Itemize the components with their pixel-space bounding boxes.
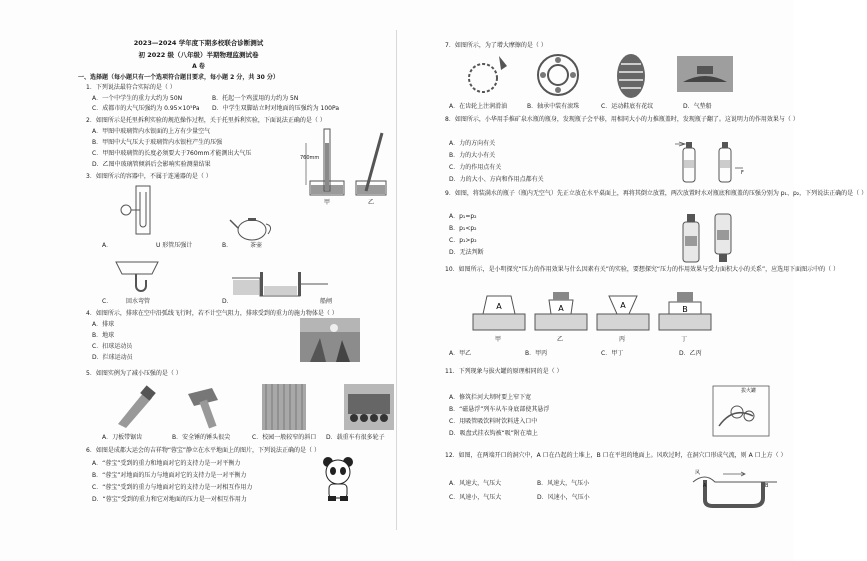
option: C．p₁>p₂ xyxy=(449,237,477,244)
option: B．“磁悬浮”列车从车身底部使其悬浮 xyxy=(449,406,550,413)
question-stem: 8．如图所示，小华用手推矿泉水瓶的瓶身，发现瓶子会平移，用相同大小的力推瓶盖时，发现瓶子翻了。这说明力的作用效果与（ ） xyxy=(445,116,799,123)
svg-text:A: A xyxy=(496,302,502,311)
option: B．甲图中大气压大于玻璃管内水银柱产生的压强 xyxy=(92,139,223,146)
heavy-truck-photo xyxy=(344,384,394,430)
cupping-tag: 拔火罐 xyxy=(741,388,757,394)
panel-label: 甲 xyxy=(495,336,502,343)
figure-caption: 茶壶 xyxy=(250,242,263,249)
hole-a-label: A xyxy=(703,483,707,489)
option: A．一个中学生的重力大约为 50N xyxy=(92,95,183,102)
figure-caption: U 形管压强计 xyxy=(156,242,193,249)
panel-label: 丙 xyxy=(619,336,626,343)
wind-label: 风 xyxy=(695,470,701,476)
option: A．力的方向有关 xyxy=(449,140,496,147)
safety-hammer-photo xyxy=(182,384,232,430)
option-d: D． xyxy=(222,298,233,305)
option: D．乙丙 xyxy=(679,350,702,357)
option: A．刀板带锯齿 xyxy=(102,434,143,441)
option: C．成都市的大气压强约为 0.95×10⁵Pa xyxy=(92,105,200,112)
option: A．p₁=p₂ xyxy=(449,213,477,220)
question-stem: 7．如图所示，为了增大摩擦的是（ ） xyxy=(445,42,547,49)
u-tube-gauge-figure xyxy=(118,184,158,238)
option: B．托起一个鸡蛋用的力约为 5N xyxy=(212,95,299,102)
option: C．扣球运动员 xyxy=(92,343,133,350)
option: D．气垫船 xyxy=(683,103,712,110)
option: B．风速大，气压小 xyxy=(537,480,590,487)
option: D．“蓉宝”受到的重力和它对地面的压力是一对相互作用力 xyxy=(92,496,247,503)
option: D．吸盘式挂衣钩被“吸”附在墙上 xyxy=(449,430,538,437)
option: A．排球 xyxy=(92,321,115,328)
section-heading: 一、选择题（每小题只有一个选项符合题目要求，每小题 2 分，共 30 分） xyxy=(78,74,279,81)
figure-caption: 回水弯管 xyxy=(126,298,151,305)
svg-text:B: B xyxy=(682,305,688,314)
hole-b-label: B xyxy=(765,483,769,489)
figure-caption: 船闸 xyxy=(320,298,333,305)
exam-subtitle: 初 2022 级（八年级）半期物理监测试卷 xyxy=(138,51,259,59)
option: B．地球 xyxy=(92,332,115,339)
option: C．校园一般较窄的斜口 xyxy=(252,434,317,441)
option: D．风速小，气压小 xyxy=(537,494,590,501)
option: B．甲丙 xyxy=(525,350,548,357)
question-stem: 1．下列说法最符合实际的是（ ） xyxy=(86,84,176,91)
ship-lock-figure xyxy=(230,268,330,298)
svg-text:A: A xyxy=(558,304,564,313)
question-stem: 2．如图所示是托里拆利实验的规范操作过程，关于托里拆利实验，下面说法正确的是（ ） xyxy=(86,117,326,124)
option-a: A． xyxy=(102,242,113,249)
bottle-push-figure xyxy=(675,138,745,186)
option: A．风速大，气压大 xyxy=(449,480,502,487)
panel-label: 丁 xyxy=(681,336,688,343)
option-b: B． xyxy=(222,242,233,249)
cupping-figure xyxy=(713,386,769,436)
option: A．“蓉宝”受到的重力和地面对它的支持力是一对平衡力 xyxy=(92,460,241,467)
sink-trap-figure xyxy=(112,258,162,298)
ball-bearing-figure xyxy=(535,52,581,98)
option: C．运动鞋底有花纹 xyxy=(601,103,654,110)
panel-label: 乙 xyxy=(557,336,564,343)
question-stem: 5．如图实例为了减小压强的是（ ） xyxy=(86,370,182,377)
option: A．在齿轮上注润滑油 xyxy=(449,103,508,110)
option: D．拦球运动员 xyxy=(92,354,133,361)
shoe-sole-figure xyxy=(611,52,651,100)
option: D．中学生双脚站立时对地面的压强约为 100Pa xyxy=(212,105,340,112)
teapot-figure xyxy=(230,212,276,242)
svg-text:A: A xyxy=(620,301,626,310)
pressure-experiment-figure xyxy=(469,292,719,334)
question-stem: 9．如图，将装满水的瓶子（瓶内无空气）先正立放在水平桌面上，再将其倒立放置，两次放置时水对瓶底和瓶盖的压强分别为 p₁、p₂，下列说法正确的是（ ） xyxy=(445,190,867,197)
option: C．力的作用点有关 xyxy=(449,164,502,171)
saw-blade-photo xyxy=(112,386,158,428)
figure-label-yi: 乙 xyxy=(368,199,375,206)
bottle-inverted-figure xyxy=(679,210,737,266)
column-divider xyxy=(396,30,397,530)
question-stem: 10．如图所示，是小明探究“压力的作用效果与什么因素有关”的实验，要想探究“压力的作用效果与受力面积大小的关系”，应选用下面图示中的（ ） xyxy=(445,266,839,273)
paper-label: A 卷 xyxy=(192,63,205,70)
option: B．“蓉宝”对地面的压力与地面对它的支持力是一对平衡力 xyxy=(92,472,247,479)
exam-title: 2023—2024 学年度下期多校联合诊断测试 xyxy=(133,39,264,47)
volleyball-photo xyxy=(300,318,360,362)
question-stem: 11．下列现象与拔火罐的原理相同的是（ ） xyxy=(445,368,563,375)
force-arrow-label: F xyxy=(741,170,744,176)
option: D．力的大小、方向和作用点都有关 xyxy=(449,176,544,183)
torricelli-figure xyxy=(300,125,392,207)
question-stem: 6．如图是成都大运会的吉祥物“蓉宝”静立在水平地面上的图片，下列说法正确的是（ ） xyxy=(86,447,320,454)
option: A．甲乙 xyxy=(449,350,472,357)
school-bag-photo xyxy=(262,384,306,430)
option: C．“蓉宝”受到的重力与地面对它的支持力是一对相互作用力 xyxy=(92,484,253,491)
option: C．用吸管吸饮料时饮料进入口中 xyxy=(449,418,538,425)
option: A．甲图中玻璃管内水银面的上方有少量空气 xyxy=(92,128,211,135)
option: A．修筑拦河大坝时要上窄下宽 xyxy=(449,394,532,401)
option: C．风速小，气压大 xyxy=(449,494,502,501)
option: B．p₁<p₂ xyxy=(449,225,477,232)
question-stem: 3．如图所示的容器中，不属于连通器的是（ ） xyxy=(86,173,212,180)
question-stem: 4．如图所示，排球在空中沿弧线飞行时，若不计空气阻力，排球受到的重力的施力物体是（ ） xyxy=(86,310,338,317)
option: B．轴承中装有滚珠 xyxy=(527,103,580,110)
option: B．安全锤的锤头很尖 xyxy=(172,434,231,441)
hovercraft-figure xyxy=(677,56,733,92)
option: B．力的大小有关 xyxy=(449,152,496,159)
height-label: 760mm xyxy=(300,155,320,161)
burrow-figure xyxy=(693,470,777,510)
option: C．甲图中玻璃管的长度必须要大于760mm才能测出大气压 xyxy=(92,150,252,157)
option-c: C． xyxy=(102,298,113,305)
figure-label-jia: 甲 xyxy=(324,199,331,206)
option: D．无法判断 xyxy=(449,249,484,256)
option: D．乙图中玻璃管倾斜后会影响实验测量结果 xyxy=(92,161,211,168)
question-stem: 12．如图，在两端开口的洞穴中，A 口在凸起的土堆上，B 口在平坦的地面上。风吹过时，在洞穴口形成气流，则 A 口上方（ ） xyxy=(445,452,787,459)
gear-oil-figure xyxy=(461,52,515,98)
option: D．载重车有很多轮子 xyxy=(326,434,385,441)
option: C．甲丁 xyxy=(601,350,624,357)
panda-mascot-figure xyxy=(320,456,356,502)
